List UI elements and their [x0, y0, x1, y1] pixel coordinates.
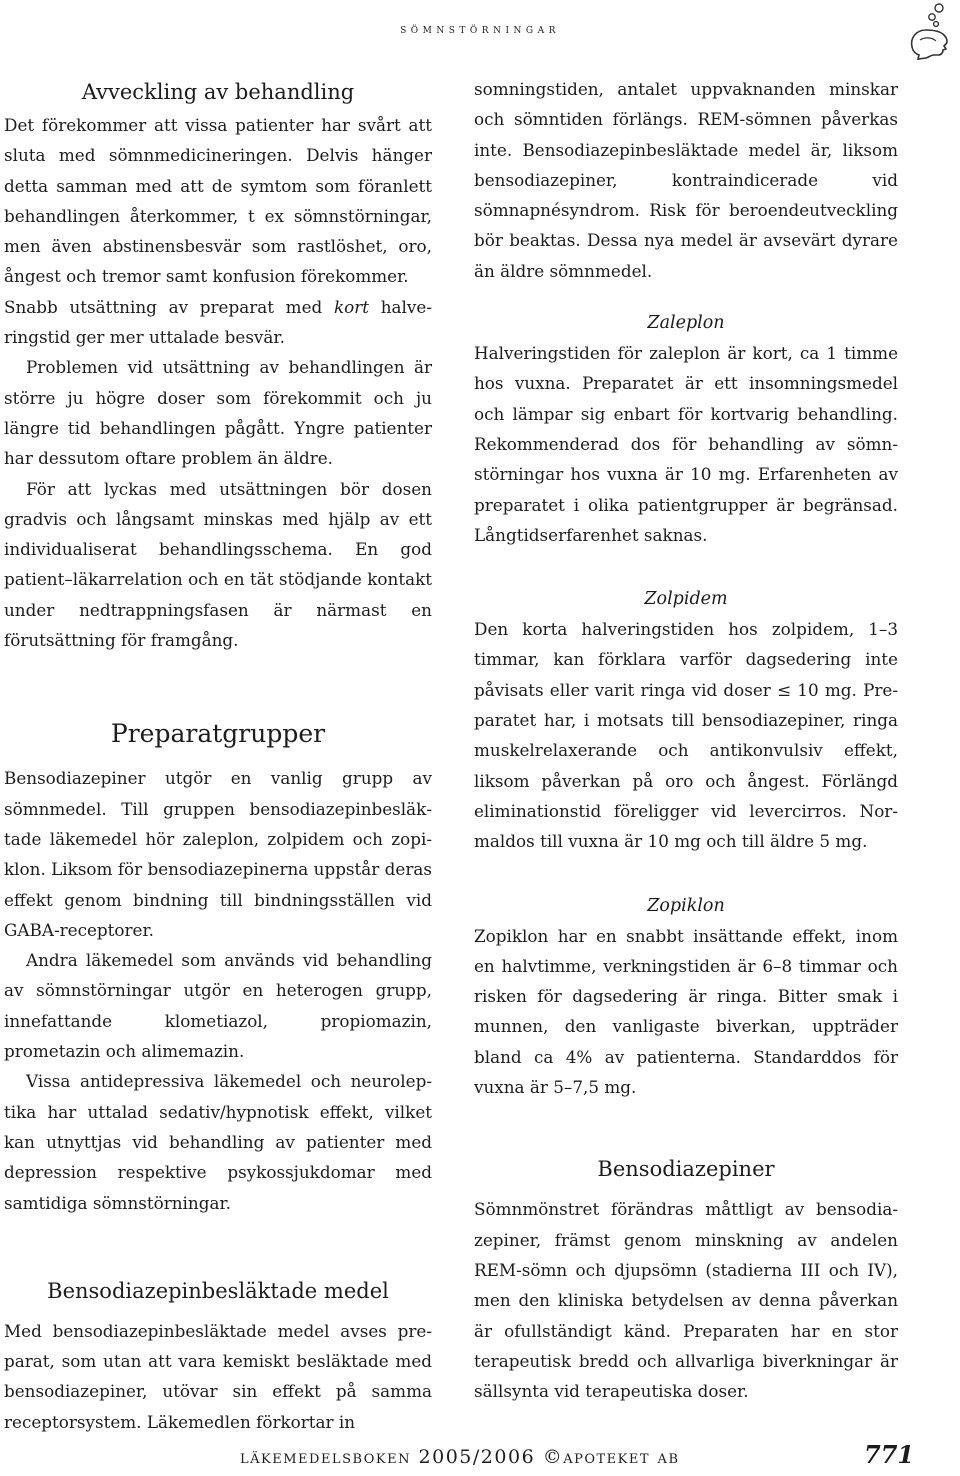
paragraph-zopiklon: Zopiklon har en snabbt insättande effekt, inom en halvtimme, verkningstiden är 6–8 timmar och risken för dagsedering är ringa. Bitter smak i munnen, den vanligaste biverkan, uppträder bland ca 4% av patienterna. Standarddos för vuxna är 5–7,5 mg.: [474, 925, 898, 1098]
heading-avveckling: Avveckling av behandling: [81, 80, 355, 104]
left-column: [4, 74, 432, 1437]
running-head: sömnstörningar: [400, 22, 560, 37]
heading-zopiklon: Zopiklon: [647, 895, 725, 916]
paragraph-bensodiazepinbeslaktade: Med bensodiazepinbesläktade medel avses preparat, som utan att vara kemiskt besläktade med bensodiazepiner, utövar sin effekt på samma receptorsystem. Läkemedlen förkortar in: [4, 1320, 432, 1432]
heading-bensodiazepinbeslaktade: Bensodiazepinbesläktade medel: [47, 1278, 389, 1303]
paragraph-avveckling-1: Det förekommer att vissa patienter har svårt att sluta med sömnmedicineringen. Delvis hänger detta samman med att de symtom som föranlett behandlingen återkommer, t ex sömnstörningar, men även abstinensbesvär som rastlöshet, oro, ångest och tremor samt konfusion förekommer.: [4, 115, 432, 287]
footer-publication: [240, 1446, 680, 1468]
head-silhouette-with-bubbles-icon: [906, 2, 956, 60]
paragraph-preparatgrupper-2: Andra läkemedel som används vid behandling av sömnstörningar utgör en heterogen grupp, innefattande klometiazol, propiomazin, prometazin och alimemazin.: [4, 950, 432, 1062]
text-span: halveringstid ger mer uttalade besvär.: [4, 296, 432, 348]
heading-bensodiazepiner: Bensodiazepiner: [597, 1157, 775, 1182]
heading-zaleplon: Zaleplon: [647, 313, 725, 334]
paragraph-avveckling-3: Problemen vid utsättning av behandlingen är större ju högre doser som förekommit och ju längre tid behandlingen pågått. Yngre patienter har dessutom oftare problem än äldre.: [4, 357, 432, 469]
paragraph-avveckling-4: För att lyckas med utsättningen bör dosen gradvis och långsamt minskas med hjälp av ett individualiserat behandlingsschema. En god patient–läkarrelation och en tät stödjande kontakt under nedtrappningsfasen är närmast en förutsättning för framgång.: [4, 478, 432, 651]
heading-preparatgrupper: Preparatgrupper: [110, 719, 326, 749]
text-span: Snabb utsättning av preparat med: [4, 296, 334, 317]
paragraph-zaleplon: Halveringstiden för zaleplon är kort, ca 1 timme hos vuxna. Preparatet är ett insomningsmedel och lämpar sig enbart för kortvarig behandling. Rekommenderad dos för behandling av sömnstörningar hos vuxna är 10 mg. Erfarenheten av preparatet i olika patientgrupper är begränsad. Långtidserfarenhet saknas.: [474, 343, 898, 545]
paragraph-bensodiazepiner: Sömnmönstret förändras måttligt av bensodiazepiner, främst genom minskning av andelen REM-sömn och djupsömn (stadierna III och IV), men den kliniska betydelsen av denna påverkan är ofullständigt känd. Preparaten har en stor terapeutisk bredd och allvarliga biverkningar är sällsynta vid terapeutiska doser.: [474, 1199, 898, 1402]
paragraph-preparatgrupper-3: Vissa antidepressiva läkemedel och neuroleptika har uttalad sedativ/hypnotisk effekt, vilket kan utnyttjas vid behandling av patienter med depression respektive psykossjukdomar med samtidiga sömnstörningar.: [4, 1071, 432, 1213]
paragraph-continued: somningstiden, antalet uppvaknanden minskar och sömntiden förlängs. REM-sömnen påverkas inte. Bensodiazepinbesläktade medel är, liksom bensodiazepiner, kontraindicerade vid sömnapnésyndrom. Risk för beroendeutveckling bör beaktas. Dessa nya medel är avsevärt dyrare än äldre sömnmedel.: [474, 79, 898, 281]
page-number: 771: [864, 1440, 915, 1469]
heading-zolpidem: Zolpidem: [644, 589, 728, 610]
footer-text: läkemedelsboken 2005/2006 ©apoteket ab: [240, 1446, 680, 1468]
right-column: [474, 74, 898, 1406]
paragraph-avveckling-2: [4, 292, 432, 353]
paragraph-zolpidem: Den korta halveringstiden hos zolpidem, 1–3 timmar, kan förklara varför dagsedering inte påvisats eller varit ringa vid doser ≤ 10 mg. Preparatet har, i motsats till bensodiazepiner, ringa muskelrelaxerande och antikonvulsiv effekt, liksom påverkan på oro och ångest. Förlängd eliminationstid föreligger vid levercirros. Normaldos till vuxna är 10 mg och till äldre 5 mg.: [474, 619, 898, 852]
emphasis-kort: kort: [333, 296, 370, 317]
paragraph-preparatgrupper-1: Bensodiazepiner utgör en vanlig grupp av sömnmedel. Till gruppen bensodiazepinbesläktade läkemedel hör zaleplon, zolpidem och zopiklon. Liksom för bensodiazepinerna uppstår deras effekt genom bindning till bindningsställen vid GABA-receptorer.: [4, 768, 432, 940]
